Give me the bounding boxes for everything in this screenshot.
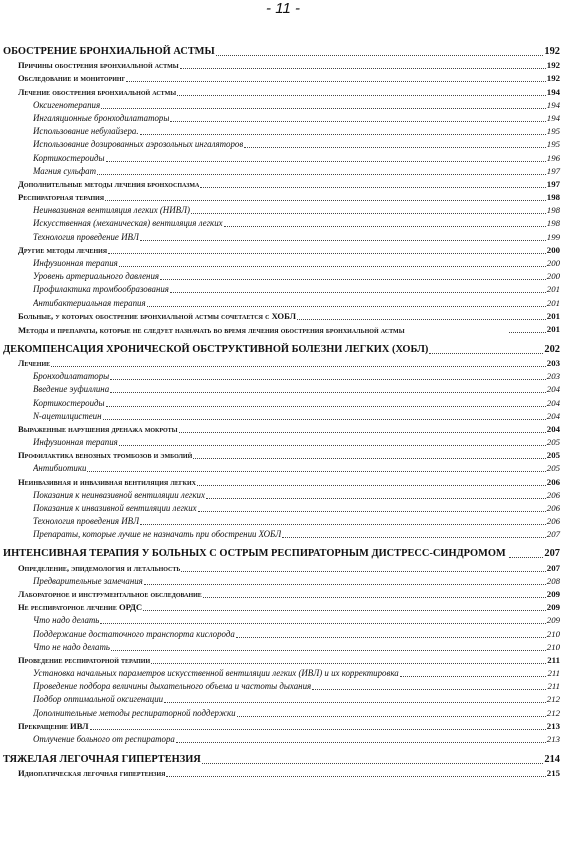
dot-leader (103, 419, 546, 420)
toc-entry-page: 198 (546, 218, 560, 229)
toc-entry-title: Предварительные замечания (33, 575, 143, 586)
toc-entry-title: Введение эуфиллина (33, 384, 110, 395)
toc-entry-title: Установка начальных параметров искусственной вентиляции легких (ИВЛ) и их корректировка (33, 668, 399, 679)
toc-entry-page: 192 (544, 46, 560, 57)
toc-entry-title: Больные, у которых обострение бронхиальной астмы сочетается с ХОБЛ (18, 310, 296, 321)
toc-entry-level-3[interactable] (0, 138, 566, 151)
toc-entry-page: 192 (546, 73, 560, 84)
dot-leader (312, 689, 546, 690)
dot-leader (106, 161, 546, 162)
dot-leader (180, 68, 546, 69)
toc-entry-title: N-ацетилцистеин (33, 410, 102, 421)
toc-entry-level-3[interactable] (0, 283, 566, 296)
toc-entry-title: Респираторная терапия (18, 192, 105, 203)
toc-entry-level-3[interactable] (0, 257, 566, 270)
toc-entry-level-2[interactable] (0, 323, 566, 336)
toc-entry-title: Причины обострения бронхиальной астмы (18, 60, 179, 71)
dot-leader (105, 200, 546, 201)
dot-leader (97, 174, 546, 175)
toc-entry-page: 199 (546, 231, 560, 242)
toc-entry-title: Дополнительные методы респираторной поддержки (33, 707, 236, 718)
toc-entry-page: 195 (546, 126, 560, 137)
toc-entry-title: Неинвазивная и инвазивная вентиляция легких (18, 476, 197, 487)
toc-entry-title: Проведение подбора величины дыхательного объема и частоты дыхания (33, 681, 312, 692)
toc-entry-title: Оксигенотерапия (33, 99, 101, 110)
dot-leader (90, 729, 546, 730)
toc-entry-level-1[interactable] (0, 44, 566, 59)
dot-leader (216, 55, 544, 56)
toc-entry-page: 211 (547, 668, 560, 679)
dot-leader (170, 292, 546, 293)
toc-entry-title: Использование небулайзера. (33, 126, 139, 137)
toc-entry-title: Препараты, которые лучше не назначать при обострении ХОБЛ (33, 529, 282, 540)
toc-entry-page: 201 (546, 297, 560, 308)
toc-entry-level-2[interactable] (0, 310, 566, 323)
dot-leader (197, 485, 546, 486)
toc-entry-page: 200 (546, 244, 560, 255)
toc-entry-title: Ингаляционные бронходилататоры (33, 112, 170, 123)
toc-entry-level-2[interactable] (0, 654, 566, 667)
dot-leader (110, 379, 546, 380)
toc-entry-page: 197 (546, 165, 560, 176)
toc-entry-level-2[interactable] (0, 767, 566, 780)
dot-leader (87, 471, 545, 472)
toc-entry-level-2[interactable] (0, 449, 566, 462)
toc-entry-title: Методы и препараты, которые не следует назначать во время лечения обострения бронхиальной астмы (18, 324, 405, 335)
dot-leader (101, 108, 546, 109)
dot-leader (282, 537, 546, 538)
toc-entry-title: Технология проведение ИВЛ (33, 231, 139, 242)
dot-leader (203, 597, 546, 598)
toc-entry-title: Другие методы лечения (18, 244, 108, 255)
toc-entry-title: Показания к инвазивной вентиляции легких (33, 503, 197, 513)
toc-entry-page: 206 (546, 516, 560, 527)
toc-entry-title: Лабораторное и инструментальное обследование (18, 588, 202, 599)
toc-entry-page: 192 (546, 60, 560, 71)
toc-entry-level-2[interactable] (0, 244, 566, 257)
toc-entry-title: Уровень артериального давления (33, 271, 160, 282)
toc-entry-level-3[interactable] (0, 410, 566, 423)
toc-entry-page: 207 (546, 562, 560, 573)
toc-entry-level-3[interactable] (0, 125, 566, 138)
toc-entry-page: 205 (546, 450, 560, 461)
dot-leader (191, 213, 546, 214)
dot-leader (509, 557, 543, 558)
dot-leader (119, 445, 546, 446)
dot-leader (198, 511, 546, 512)
toc-entry-page: 198 (546, 192, 560, 203)
toc-entry-page: 209 (546, 602, 560, 613)
toc-entry-title: Лечение (18, 357, 51, 368)
toc-entry-page: 204 (546, 410, 560, 421)
toc-entry-level-3[interactable] (0, 296, 566, 309)
dot-leader (179, 432, 546, 433)
toc-entry-level-3[interactable] (0, 165, 566, 178)
dot-leader (202, 763, 544, 764)
dot-leader (224, 226, 546, 227)
toc-entry-page: 204 (546, 384, 560, 395)
toc-entry-title: Неинвазивная вентиляция легких (НИВЛ) (33, 205, 191, 216)
toc-entry-level-3[interactable] (0, 462, 566, 475)
toc-entry-level-3[interactable] (0, 370, 566, 383)
toc-entry-page: 202 (544, 343, 560, 355)
toc-entry-title: Антибиотики (33, 463, 87, 474)
toc-entry-level-2[interactable] (0, 72, 566, 85)
toc-entry-title: Дополнительные методы лечения бронхоспазма (18, 178, 200, 189)
toc-entry-level-3[interactable] (0, 436, 566, 449)
toc-entry-title: Отлучение больного от респиратора (33, 734, 175, 744)
dot-leader (509, 332, 546, 333)
dot-leader (106, 406, 546, 407)
dot-leader (144, 584, 546, 585)
toc-entry-level-3[interactable] (0, 502, 566, 515)
dot-leader (181, 571, 545, 572)
toc-entry-page: 197 (546, 178, 560, 189)
toc-entry-page: 211 (547, 654, 560, 665)
toc-entry-page: 209 (546, 615, 560, 626)
dot-leader (119, 266, 546, 267)
toc-entry-title: Идиопатическая легочная гипертензия (18, 768, 166, 779)
dot-leader (151, 663, 546, 664)
toc-entry-page: 200 (546, 271, 560, 282)
dot-leader (206, 498, 546, 499)
toc-entry-level-1[interactable] (0, 342, 566, 357)
toc-entry-level-3[interactable] (0, 680, 566, 693)
dot-leader (177, 95, 546, 96)
toc-entry-page: 203 (546, 371, 560, 382)
toc-entry-page: 206 (546, 476, 560, 487)
toc-entry-level-3[interactable] (0, 614, 566, 627)
toc-entry-title: Инфузионная терапия (33, 258, 118, 268)
toc-entry-page: 215 (546, 768, 560, 779)
toc-entry-page: 194 (546, 112, 560, 123)
toc-entry-page: 201 (546, 310, 560, 321)
toc-entry-title: Профилактика венозных тромбозов и эмболий (18, 450, 193, 461)
toc-entry-level-3[interactable] (0, 733, 566, 746)
toc-entry-level-2[interactable] (0, 178, 566, 191)
toc-entry-title: Использование дозированных аэрозольных ингаляторов (33, 139, 244, 150)
dot-leader (140, 240, 546, 241)
toc-entry-page: 201 (546, 323, 560, 334)
dot-leader (200, 187, 545, 188)
dot-leader (110, 392, 546, 393)
toc-entry-level-3[interactable] (0, 217, 566, 230)
dot-leader (237, 716, 546, 717)
dot-leader (297, 319, 546, 320)
toc-entry-title: Подбор оптимальной оксигенации (33, 694, 164, 705)
toc-entry-title: ОБОСТРЕНИЕ БРОНХИАЛЬНОЙ АСТМЫ (3, 46, 215, 57)
toc-entry-level-3[interactable] (0, 515, 566, 528)
toc-entry-level-3[interactable] (0, 99, 566, 112)
dot-leader (140, 524, 546, 525)
toc-entry-title: Поддержание достаточного транспорта кислорода (33, 628, 235, 639)
toc-entry-level-3[interactable] (0, 112, 566, 125)
toc-entry-title: Что не надо делать (33, 641, 110, 652)
toc-entry-level-2[interactable] (0, 59, 566, 72)
toc-entry-page: 194 (546, 99, 560, 110)
toc-entry-page: 211 (547, 681, 560, 692)
toc-entry-level-3[interactable] (0, 575, 566, 588)
dot-leader (244, 147, 546, 148)
toc-entry-title: Технология проведения ИВЛ (33, 516, 140, 527)
toc-entry-page: 213 (546, 734, 560, 744)
toc-entry-page: 194 (546, 86, 560, 97)
toc-entry-page: 206 (546, 489, 560, 500)
toc-entry-level-3[interactable] (0, 230, 566, 243)
toc-entry-title: Кортикостероиды (33, 152, 105, 163)
dot-leader (100, 623, 545, 624)
toc-entry-title: Профилактика тромбообразования (33, 284, 169, 295)
dot-leader (51, 366, 546, 367)
toc-entry-level-3[interactable] (0, 489, 566, 502)
toc-entry-level-3[interactable] (0, 396, 566, 409)
toc-entry-level-2[interactable] (0, 561, 566, 574)
toc-entry-page: 205 (546, 463, 560, 474)
toc-entry-page: 203 (546, 357, 560, 368)
toc-entry-title: Кортикостероиды (33, 397, 105, 408)
toc-entry-level-2[interactable] (0, 588, 566, 601)
toc-entry-level-3[interactable] (0, 667, 566, 680)
dot-leader (108, 253, 546, 254)
toc-entry-level-3[interactable] (0, 270, 566, 283)
toc-entry-page: 205 (546, 437, 560, 448)
dot-leader (143, 610, 546, 611)
toc-entry-level-2[interactable] (0, 423, 566, 436)
dot-leader (170, 121, 545, 122)
toc-entry-title: Что надо делать (33, 615, 100, 626)
table-of-contents (0, 44, 566, 780)
toc-entry-title: ДЕКОМПЕНСАЦИЯ ХРОНИЧЕСКОЙ ОБСТРУКТИВНОЙ БОЛЕЗНИ ЛЕГКИХ (ХОБЛ) (3, 343, 429, 355)
dot-leader (126, 81, 545, 82)
toc-entry-title: Инфузионная терапия (33, 437, 118, 448)
dot-leader (176, 742, 546, 743)
dot-leader (193, 458, 546, 459)
toc-entry-page: 206 (546, 503, 560, 513)
toc-entry-page: 207 (546, 529, 560, 540)
toc-entry-level-2[interactable] (0, 357, 566, 370)
toc-entry-level-3[interactable] (0, 641, 566, 654)
toc-entry-page: 210 (546, 628, 560, 639)
dot-leader (400, 676, 547, 677)
toc-entry-page: 212 (546, 707, 560, 718)
toc-entry-level-3[interactable] (0, 151, 566, 164)
toc-entry-page: 204 (546, 423, 560, 434)
toc-entry-title: Проведение респираторной терапии (18, 654, 151, 665)
toc-entry-level-2[interactable] (0, 191, 566, 204)
dot-leader (147, 306, 546, 307)
toc-entry-page: 204 (546, 397, 560, 408)
toc-entry-title: Бронходилататоры (33, 371, 110, 382)
toc-entry-title: Магния сульфат (33, 165, 96, 176)
toc-entry-page: 212 (546, 694, 560, 705)
toc-entry-page: 209 (546, 588, 560, 599)
toc-entry-level-2[interactable] (0, 85, 566, 98)
dot-leader (111, 650, 546, 651)
dot-leader (166, 776, 545, 777)
toc-entry-level-1[interactable] (0, 547, 566, 561)
toc-entry-level-3[interactable] (0, 627, 566, 640)
toc-entry-page: 201 (546, 284, 560, 295)
toc-entry-page: 210 (546, 641, 560, 652)
toc-entry-page: 213 (546, 720, 560, 731)
toc-entry-title: Показания к неинвазивной вентиляции легких (33, 489, 205, 500)
page-number: - 11 - (266, 0, 300, 17)
toc-entry-level-3[interactable] (0, 706, 566, 719)
toc-entry-title: Антибактериальная терапия (33, 297, 146, 308)
dot-leader (160, 279, 546, 280)
toc-entry-page: 195 (546, 139, 560, 150)
dot-leader (429, 353, 543, 354)
toc-entry-title: Не респираторное лечение ОРДС (18, 602, 143, 613)
toc-entry-title: Выраженные нарушения дренажа мокроты (18, 423, 178, 434)
toc-entry-page: 207 (544, 548, 560, 560)
toc-entry-title: ИНТЕНСИВНАЯ ТЕРАПИЯ У БОЛЬНЫХ С ОСТРЫМ РЕСПИРАТОРНЫМ ДИСТРЕСС-СИНДРОМОМ (3, 548, 506, 560)
toc-entry-level-1[interactable] (0, 752, 566, 767)
dot-leader (164, 702, 546, 703)
toc-entry-page: 198 (546, 205, 560, 216)
toc-entry-page: 208 (546, 575, 560, 586)
toc-entry-level-2[interactable] (0, 720, 566, 733)
toc-entry-title: Определение, эпидемология и летальность (18, 562, 181, 573)
toc-entry-page: 196 (546, 152, 560, 163)
dot-leader (140, 134, 546, 135)
toc-entry-title: Прекращение ИВЛ (18, 720, 89, 731)
toc-entry-level-3[interactable] (0, 528, 566, 541)
toc-entry-level-3[interactable] (0, 693, 566, 706)
toc-entry-level-3[interactable] (0, 383, 566, 396)
toc-entry-page: 214 (544, 754, 560, 765)
toc-entry-level-2[interactable] (0, 475, 566, 488)
toc-entry-level-3[interactable] (0, 204, 566, 217)
toc-entry-title: Лечение обострения бронхиальной астмы (18, 86, 177, 97)
toc-entry-title: Искусственная (механическая) вентиляция легких (33, 218, 223, 229)
toc-entry-level-2[interactable] (0, 601, 566, 614)
toc-entry-title: ТЯЖЕЛАЯ ЛЕГОЧНАЯ ГИПЕРТЕНЗИЯ (3, 754, 201, 765)
toc-entry-title: Обследование и мониторинг (18, 73, 126, 84)
dot-leader (236, 637, 546, 638)
toc-entry-page: 200 (546, 258, 560, 268)
